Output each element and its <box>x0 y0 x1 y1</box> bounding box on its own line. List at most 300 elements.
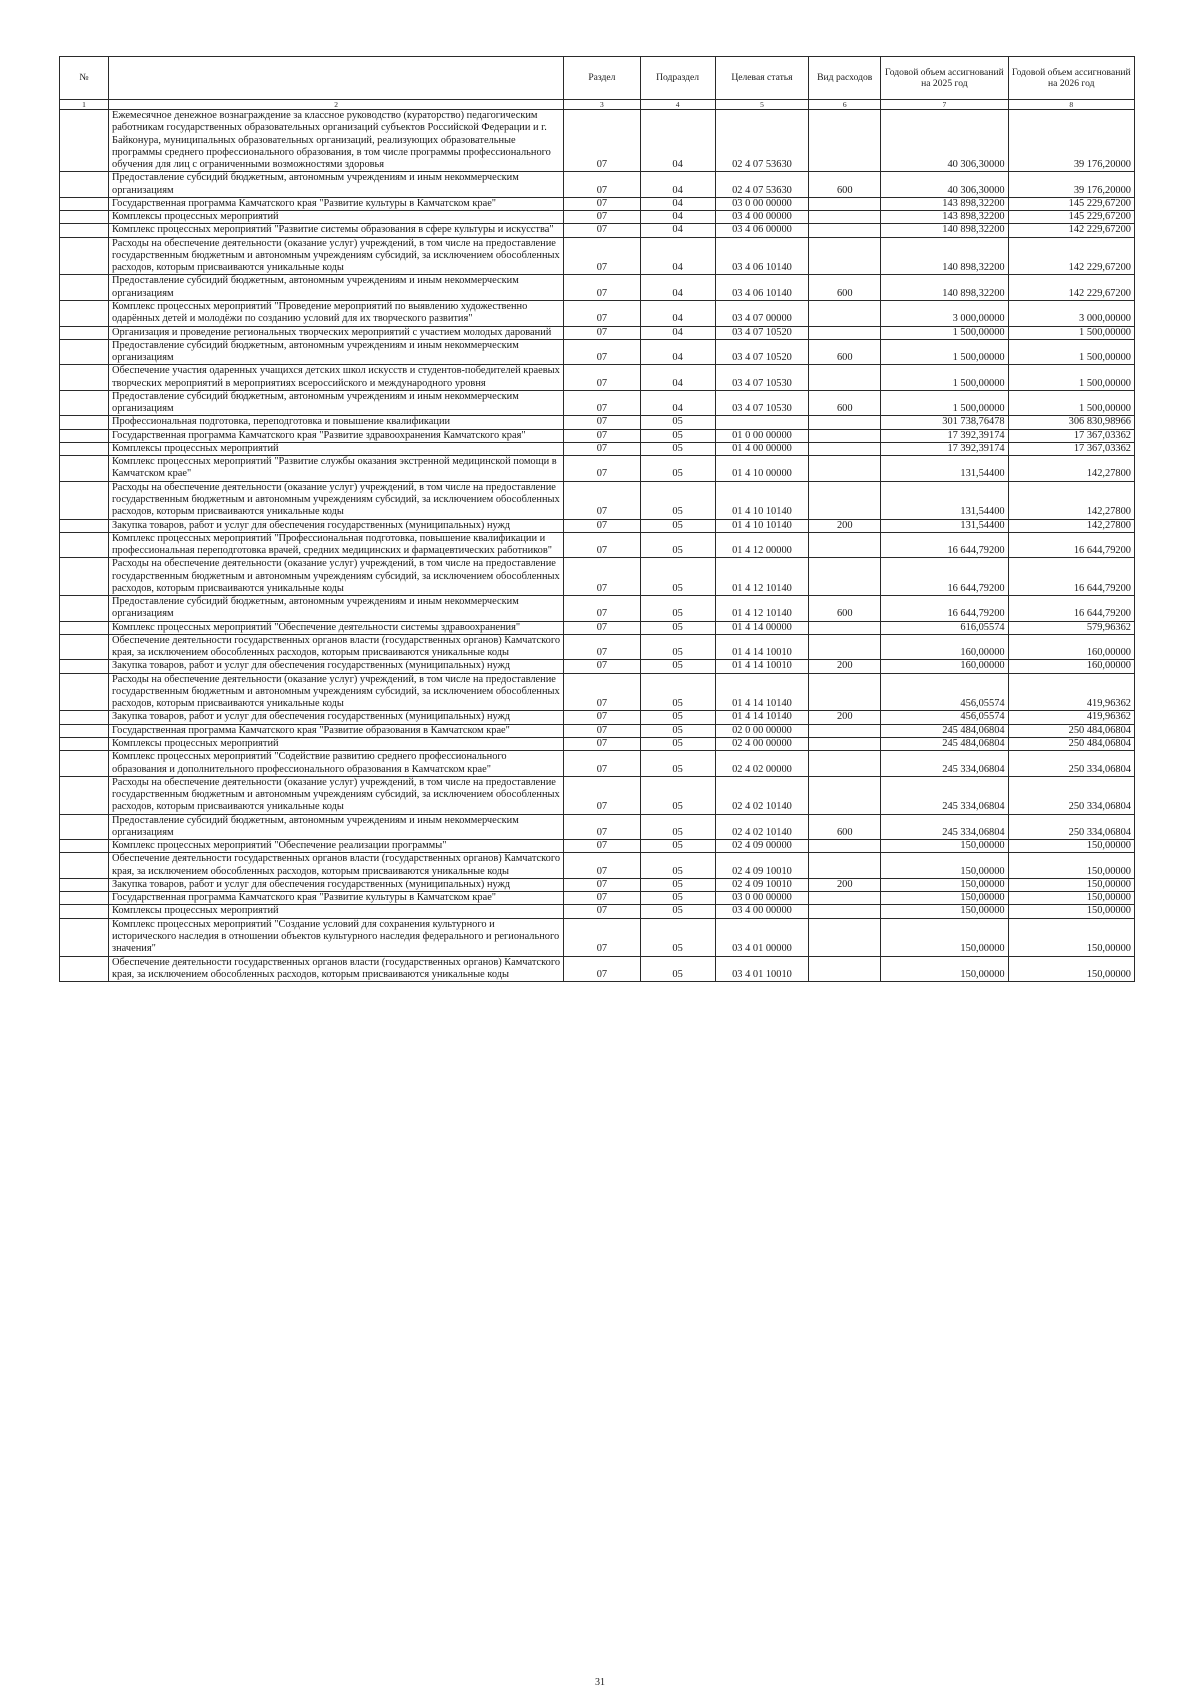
target-code-cell: 03 4 06 10140 <box>715 237 809 275</box>
row-name-cell: Комплекс процессных мероприятий "Профессиональная подготовка, повышение квалификации и профессиональная переподготовка врачей, средних медицинских и фармацевтических работников" <box>109 532 564 558</box>
target-code-cell: 01 4 12 10140 <box>715 558 809 596</box>
expense-type-cell <box>809 326 881 339</box>
target-code-cell: 02 4 02 10140 <box>715 814 809 840</box>
section-cell: 07 <box>564 956 640 982</box>
subsection-cell: 04 <box>640 339 715 365</box>
target-code-cell: 02 4 07 53630 <box>715 172 809 198</box>
row-name-cell: Обеспечение деятельности государственных органов власти (государственных органов) Камчатского края, за исключением обособленных расходов, которым присваиваются уникальные коды <box>109 956 564 982</box>
row-number-cell <box>60 365 109 391</box>
amount-2026-cell: 250 484,06804 <box>1008 724 1134 737</box>
expense-type-cell <box>809 300 881 326</box>
target-code-cell: 02 4 09 00000 <box>715 840 809 853</box>
amount-2025-cell: 17 392,39174 <box>881 442 1008 455</box>
amount-2026-cell: 150,00000 <box>1008 905 1134 918</box>
col-index: 3 <box>564 100 640 110</box>
amount-2025-cell: 245 334,06804 <box>881 751 1008 777</box>
row-number-cell <box>60 724 109 737</box>
row-number-cell <box>60 275 109 301</box>
section-cell: 07 <box>564 905 640 918</box>
section-cell: 07 <box>564 339 640 365</box>
section-cell: 07 <box>564 416 640 429</box>
subsection-cell: 05 <box>640 442 715 455</box>
table-row <box>60 326 1135 339</box>
row-number-cell <box>60 481 109 519</box>
row-number-cell <box>60 390 109 416</box>
section-cell: 07 <box>564 840 640 853</box>
section-cell: 07 <box>564 673 640 711</box>
row-number-cell <box>60 840 109 853</box>
row-name-cell: Комплекс процессных мероприятий "Развитие системы образования в сфере культуры и искусства" <box>109 224 564 237</box>
amount-2026-cell: 150,00000 <box>1008 918 1134 956</box>
row-number-cell <box>60 596 109 622</box>
subsection-cell: 05 <box>640 840 715 853</box>
amount-2025-cell: 456,05574 <box>881 673 1008 711</box>
target-code-cell: 03 4 07 00000 <box>715 300 809 326</box>
row-name-cell: Предоставление субсидий бюджетным, автономным учреждениям и иным некоммерческим организациям <box>109 814 564 840</box>
expense-type-cell <box>809 224 881 237</box>
expense-type-cell <box>809 621 881 634</box>
amount-2026-cell: 250 334,06804 <box>1008 814 1134 840</box>
table-row <box>60 776 1135 814</box>
target-code-cell: 03 0 00 00000 <box>715 892 809 905</box>
subsection-cell: 05 <box>640 878 715 891</box>
section-cell: 07 <box>564 918 640 956</box>
target-code-cell: 03 4 00 00000 <box>715 905 809 918</box>
section-cell: 07 <box>564 442 640 455</box>
header-row <box>60 57 1135 100</box>
table-row <box>60 481 1135 519</box>
target-code-cell <box>715 416 809 429</box>
row-number-cell <box>60 892 109 905</box>
row-name-cell: Расходы на обеспечение деятельности (оказание услуг) учреждений, в том числе на предоставление государственным бюджетным и автономным учреждениям субсидий, за исключением обособленных расходов, которым присваиваются уникальные коды <box>109 481 564 519</box>
col-header-subsection: Подраздел <box>640 57 715 100</box>
row-name-cell: Закупка товаров, работ и услуг для обеспечения государственных (муниципальных) нужд <box>109 878 564 891</box>
amount-2026-cell: 250 484,06804 <box>1008 738 1134 751</box>
table-row <box>60 892 1135 905</box>
row-name-cell: Обеспечение участия одаренных учащихся детских школ искусств и студентов-победителей краевых творческих мероприятий в мероприятиях всероссийского и международного уровня <box>109 365 564 391</box>
amount-2026-cell: 306 830,98966 <box>1008 416 1134 429</box>
row-name-cell: Комплексы процессных мероприятий <box>109 211 564 224</box>
subsection-cell: 05 <box>640 621 715 634</box>
section-cell: 07 <box>564 776 640 814</box>
amount-2025-cell: 143 898,32200 <box>881 197 1008 210</box>
table-row <box>60 814 1135 840</box>
section-cell: 07 <box>564 724 640 737</box>
subsection-cell: 04 <box>640 365 715 391</box>
amount-2026-cell: 250 334,06804 <box>1008 751 1134 777</box>
section-cell: 07 <box>564 429 640 442</box>
amount-2026-cell: 142 229,67200 <box>1008 237 1134 275</box>
row-number-cell <box>60 660 109 673</box>
row-name-cell: Комплексы процессных мероприятий <box>109 738 564 751</box>
section-cell: 07 <box>564 224 640 237</box>
target-code-cell: 02 0 00 00000 <box>715 724 809 737</box>
row-name-cell: Государственная программа Камчатского края "Развитие культуры в Камчатском крае" <box>109 892 564 905</box>
amount-2025-cell: 245 334,06804 <box>881 776 1008 814</box>
table-row <box>60 596 1135 622</box>
table-row <box>60 724 1135 737</box>
target-code-cell: 01 4 10 10140 <box>715 519 809 532</box>
table-row <box>60 878 1135 891</box>
row-name-cell: Расходы на обеспечение деятельности (оказание услуг) учреждений, в том числе на предоставление государственным бюджетным и автономным учреждениям субсидий, за исключением обособленных расходов, которым присваиваются уникальные коды <box>109 558 564 596</box>
table-row <box>60 660 1135 673</box>
row-name-cell: Комплекс процессных мероприятий "Развитие службы оказания экстренной медицинской помощи в Камчатском крае" <box>109 456 564 482</box>
row-number-cell <box>60 621 109 634</box>
target-code-cell: 03 4 00 00000 <box>715 211 809 224</box>
expense-type-cell <box>809 634 881 660</box>
amount-2025-cell: 140 898,32200 <box>881 237 1008 275</box>
amount-2026-cell: 250 334,06804 <box>1008 776 1134 814</box>
amount-2026-cell: 145 229,67200 <box>1008 211 1134 224</box>
row-name-cell: Профессиональная подготовка, переподготовка и повышение квалификации <box>109 416 564 429</box>
amount-2025-cell: 150,00000 <box>881 853 1008 879</box>
subsection-cell: 05 <box>640 596 715 622</box>
section-cell: 07 <box>564 738 640 751</box>
table-row <box>60 519 1135 532</box>
amount-2025-cell: 616,05574 <box>881 621 1008 634</box>
table-row <box>60 532 1135 558</box>
section-cell: 07 <box>564 172 640 198</box>
table-row <box>60 634 1135 660</box>
section-cell: 07 <box>564 558 640 596</box>
expense-type-cell: 600 <box>809 339 881 365</box>
expense-type-cell: 600 <box>809 596 881 622</box>
amount-2026-cell: 1 500,00000 <box>1008 339 1134 365</box>
table-row <box>60 738 1135 751</box>
table-row <box>60 339 1135 365</box>
amount-2025-cell: 160,00000 <box>881 660 1008 673</box>
amount-2025-cell: 1 500,00000 <box>881 365 1008 391</box>
col-index: 6 <box>809 100 881 110</box>
subsection-cell: 04 <box>640 300 715 326</box>
section-cell: 07 <box>564 814 640 840</box>
expense-type-cell <box>809 673 881 711</box>
row-number-cell <box>60 339 109 365</box>
row-number-cell <box>60 429 109 442</box>
expense-type-cell <box>809 956 881 982</box>
table-row <box>60 416 1135 429</box>
amount-2026-cell: 150,00000 <box>1008 892 1134 905</box>
row-name-cell: Закупка товаров, работ и услуг для обеспечения государственных (муниципальных) нужд <box>109 519 564 532</box>
subsection-cell: 04 <box>640 110 715 172</box>
row-number-cell <box>60 519 109 532</box>
row-name-cell: Комплексы процессных мероприятий <box>109 442 564 455</box>
subsection-cell: 05 <box>640 660 715 673</box>
expense-type-cell <box>809 456 881 482</box>
row-number-cell <box>60 634 109 660</box>
row-number-cell <box>60 956 109 982</box>
amount-2025-cell: 1 500,00000 <box>881 390 1008 416</box>
subsection-cell: 05 <box>640 776 715 814</box>
amount-2026-cell: 419,96362 <box>1008 673 1134 711</box>
row-name-cell: Государственная программа Камчатского края "Развитие здравоохранения Камчатского края" <box>109 429 564 442</box>
subsection-cell: 05 <box>640 711 715 724</box>
amount-2025-cell: 140 898,32200 <box>881 275 1008 301</box>
amount-2025-cell: 245 484,06804 <box>881 738 1008 751</box>
amount-2026-cell: 142,27800 <box>1008 456 1134 482</box>
target-code-cell: 01 4 14 00000 <box>715 621 809 634</box>
table-row <box>60 621 1135 634</box>
page-number: 31 <box>595 1677 605 1688</box>
table-row <box>60 673 1135 711</box>
section-cell: 07 <box>564 621 640 634</box>
subsection-cell: 05 <box>640 558 715 596</box>
row-name-cell: Комплекс процессных мероприятий "Обеспечение деятельности системы здравоохранения" <box>109 621 564 634</box>
amount-2026-cell: 419,96362 <box>1008 711 1134 724</box>
expense-type-cell <box>809 197 881 210</box>
table-row <box>60 110 1135 172</box>
subsection-cell: 04 <box>640 326 715 339</box>
table-row <box>60 429 1135 442</box>
target-code-cell: 02 4 09 10010 <box>715 878 809 891</box>
amount-2025-cell: 131,54400 <box>881 519 1008 532</box>
subsection-cell: 04 <box>640 237 715 275</box>
subsection-cell: 04 <box>640 224 715 237</box>
table-row <box>60 918 1135 956</box>
subsection-cell: 05 <box>640 751 715 777</box>
section-cell: 07 <box>564 390 640 416</box>
table-row <box>60 172 1135 198</box>
expense-type-cell <box>809 532 881 558</box>
section-cell: 07 <box>564 456 640 482</box>
row-name-cell: Комплекс процессных мероприятий "Обеспечение реализации программы" <box>109 840 564 853</box>
section-cell: 07 <box>564 300 640 326</box>
row-name-cell: Государственная программа Камчатского края "Развитие культуры в Камчатском крае" <box>109 197 564 210</box>
subsection-cell: 05 <box>640 724 715 737</box>
col-header-2026: Годовой объем ассигнований на 2026 год <box>1008 57 1134 100</box>
row-name-cell: Предоставление субсидий бюджетным, автономным учреждениям и иным некоммерческим организациям <box>109 275 564 301</box>
row-name-cell: Комплекс процессных мероприятий "Содействие развитию среднего профессионального образования и дополнительного профессионального образования в Камчатском крае" <box>109 751 564 777</box>
row-number-cell <box>60 110 109 172</box>
table-row <box>60 751 1135 777</box>
target-code-cell: 01 4 12 00000 <box>715 532 809 558</box>
target-code-cell: 03 4 07 10520 <box>715 339 809 365</box>
expense-type-cell: 600 <box>809 172 881 198</box>
target-code-cell: 01 4 14 10140 <box>715 711 809 724</box>
row-name-cell: Обеспечение деятельности государственных органов власти (государственных органов) Камчатского края, за исключением обособленных расходов, которым присваиваются уникальные коды <box>109 634 564 660</box>
amount-2026-cell: 17 367,03362 <box>1008 442 1134 455</box>
amount-2026-cell: 142 229,67200 <box>1008 224 1134 237</box>
table-row <box>60 211 1135 224</box>
subsection-cell: 05 <box>640 738 715 751</box>
row-number-cell <box>60 456 109 482</box>
subsection-cell: 04 <box>640 197 715 210</box>
section-cell: 07 <box>564 519 640 532</box>
amount-2025-cell: 150,00000 <box>881 878 1008 891</box>
section-cell: 07 <box>564 878 640 891</box>
row-name-cell: Государственная программа Камчатского края "Развитие образования в Камчатском крае" <box>109 724 564 737</box>
amount-2025-cell: 1 500,00000 <box>881 339 1008 365</box>
col-index: 5 <box>715 100 809 110</box>
table-row <box>60 442 1135 455</box>
row-name-cell: Обеспечение деятельности государственных органов власти (государственных органов) Камчатского края, за исключением обособленных расходов, которым присваиваются уникальные коды <box>109 853 564 879</box>
expense-type-cell: 600 <box>809 390 881 416</box>
table-row <box>60 956 1135 982</box>
target-code-cell: 03 4 07 10530 <box>715 390 809 416</box>
row-number-cell <box>60 776 109 814</box>
expense-type-cell <box>809 558 881 596</box>
expense-type-cell: 600 <box>809 814 881 840</box>
row-name-cell: Расходы на обеспечение деятельности (оказание услуг) учреждений, в том числе на предоставление государственным бюджетным и автономным учреждениям субсидий, за исключением обособленных расходов, которым присваиваются уникальные коды <box>109 673 564 711</box>
amount-2026-cell: 145 229,67200 <box>1008 197 1134 210</box>
table-row <box>60 456 1135 482</box>
expense-type-cell <box>809 751 881 777</box>
subsection-cell: 05 <box>640 532 715 558</box>
amount-2025-cell: 143 898,32200 <box>881 211 1008 224</box>
amount-2025-cell: 301 738,76478 <box>881 416 1008 429</box>
expense-type-cell <box>809 853 881 879</box>
row-number-cell <box>60 853 109 879</box>
expense-type-cell <box>809 738 881 751</box>
section-cell: 07 <box>564 634 640 660</box>
section-cell: 07 <box>564 326 640 339</box>
table-body <box>60 110 1135 982</box>
section-cell: 07 <box>564 892 640 905</box>
subsection-cell: 05 <box>640 918 715 956</box>
col-index: 8 <box>1008 100 1134 110</box>
subsection-cell: 05 <box>640 673 715 711</box>
table-row <box>60 390 1135 416</box>
amount-2025-cell: 456,05574 <box>881 711 1008 724</box>
section-cell: 07 <box>564 751 640 777</box>
target-code-cell: 02 4 00 00000 <box>715 738 809 751</box>
amount-2025-cell: 150,00000 <box>881 956 1008 982</box>
amount-2025-cell: 140 898,32200 <box>881 224 1008 237</box>
target-code-cell: 01 4 14 10010 <box>715 660 809 673</box>
target-code-cell: 01 0 00 00000 <box>715 429 809 442</box>
row-number-cell <box>60 197 109 210</box>
section-cell: 07 <box>564 853 640 879</box>
expense-type-cell <box>809 211 881 224</box>
expense-type-cell: 600 <box>809 275 881 301</box>
expense-type-cell <box>809 724 881 737</box>
amount-2026-cell: 1 500,00000 <box>1008 365 1134 391</box>
row-name-cell: Комплексы процессных мероприятий <box>109 905 564 918</box>
amount-2026-cell: 16 644,79200 <box>1008 558 1134 596</box>
expense-type-cell <box>809 237 881 275</box>
target-code-cell: 01 4 10 10140 <box>715 481 809 519</box>
col-header-target: Целевая статья <box>715 57 809 100</box>
subsection-cell: 05 <box>640 905 715 918</box>
section-cell: 07 <box>564 481 640 519</box>
amount-2025-cell: 131,54400 <box>881 456 1008 482</box>
subsection-cell: 05 <box>640 519 715 532</box>
amount-2025-cell: 160,00000 <box>881 634 1008 660</box>
section-cell: 07 <box>564 237 640 275</box>
amount-2025-cell: 245 334,06804 <box>881 814 1008 840</box>
amount-2026-cell: 160,00000 <box>1008 634 1134 660</box>
expense-type-cell <box>809 840 881 853</box>
amount-2026-cell: 150,00000 <box>1008 956 1134 982</box>
amount-2026-cell: 142 229,67200 <box>1008 275 1134 301</box>
amount-2025-cell: 16 644,79200 <box>881 558 1008 596</box>
expense-type-cell: 200 <box>809 519 881 532</box>
row-name-cell: Предоставление субсидий бюджетным, автономным учреждениям и иным некоммерческим организациям <box>109 390 564 416</box>
amount-2026-cell: 142,27800 <box>1008 481 1134 519</box>
row-number-cell <box>60 814 109 840</box>
amount-2025-cell: 1 500,00000 <box>881 326 1008 339</box>
section-cell: 07 <box>564 110 640 172</box>
row-number-cell <box>60 532 109 558</box>
row-name-cell: Комплекс процессных мероприятий "Создание условий для сохранения культурного и исторического наследия в отношении объектов культурного наследия федерального и регионального значения" <box>109 918 564 956</box>
expense-type-cell <box>809 429 881 442</box>
row-number-cell <box>60 442 109 455</box>
amount-2026-cell: 16 644,79200 <box>1008 532 1134 558</box>
subsection-cell: 05 <box>640 814 715 840</box>
section-cell: 07 <box>564 532 640 558</box>
expense-type-cell: 200 <box>809 660 881 673</box>
amount-2025-cell: 40 306,30000 <box>881 110 1008 172</box>
expense-type-cell: 200 <box>809 878 881 891</box>
expense-type-cell <box>809 365 881 391</box>
expense-type-cell <box>809 776 881 814</box>
row-number-cell <box>60 751 109 777</box>
header-index-row <box>60 100 1135 110</box>
expense-type-cell <box>809 481 881 519</box>
amount-2025-cell: 150,00000 <box>881 905 1008 918</box>
row-name-cell: Комплекс процессных мероприятий "Проведение мероприятий по выявлению художественно одарённых детей и молодёжи по созданию условий для их творческого развития" <box>109 300 564 326</box>
subsection-cell: 05 <box>640 956 715 982</box>
subsection-cell: 05 <box>640 853 715 879</box>
row-number-cell <box>60 224 109 237</box>
expense-type-cell <box>809 905 881 918</box>
amount-2026-cell: 150,00000 <box>1008 853 1134 879</box>
target-code-cell: 01 4 14 10140 <box>715 673 809 711</box>
row-number-cell <box>60 416 109 429</box>
row-name-cell: Закупка товаров, работ и услуг для обеспечения государственных (муниципальных) нужд <box>109 660 564 673</box>
section-cell: 07 <box>564 660 640 673</box>
subsection-cell: 05 <box>640 892 715 905</box>
amount-2025-cell: 40 306,30000 <box>881 172 1008 198</box>
amount-2025-cell: 3 000,00000 <box>881 300 1008 326</box>
section-cell: 07 <box>564 211 640 224</box>
subsection-cell: 05 <box>640 456 715 482</box>
expense-type-cell: 200 <box>809 711 881 724</box>
col-index: 7 <box>881 100 1008 110</box>
amount-2025-cell: 131,54400 <box>881 481 1008 519</box>
table-row <box>60 558 1135 596</box>
target-code-cell: 03 4 07 10530 <box>715 365 809 391</box>
amount-2026-cell: 160,00000 <box>1008 660 1134 673</box>
table-row <box>60 711 1135 724</box>
col-header-section: Раздел <box>564 57 640 100</box>
amount-2026-cell: 150,00000 <box>1008 840 1134 853</box>
table-row <box>60 300 1135 326</box>
row-name-cell: Закупка товаров, работ и услуг для обеспечения государственных (муниципальных) нужд <box>109 711 564 724</box>
col-header-num: № <box>60 57 109 100</box>
row-number-cell <box>60 878 109 891</box>
amount-2025-cell: 17 392,39174 <box>881 429 1008 442</box>
amount-2026-cell: 1 500,00000 <box>1008 326 1134 339</box>
table-row <box>60 237 1135 275</box>
col-header-2025: Годовой объем ассигнований на 2025 год <box>881 57 1008 100</box>
col-header-name <box>109 57 564 100</box>
table-row <box>60 365 1135 391</box>
subsection-cell: 04 <box>640 211 715 224</box>
row-number-cell <box>60 905 109 918</box>
target-code-cell: 03 0 00 00000 <box>715 197 809 210</box>
row-name-cell: Предоставление субсидий бюджетным, автономным учреждениям и иным некоммерческим организациям <box>109 339 564 365</box>
col-index: 1 <box>60 100 109 110</box>
row-number-cell <box>60 918 109 956</box>
expense-type-cell <box>809 918 881 956</box>
amount-2026-cell: 17 367,03362 <box>1008 429 1134 442</box>
row-number-cell <box>60 172 109 198</box>
target-code-cell: 02 4 02 00000 <box>715 751 809 777</box>
row-number-cell <box>60 673 109 711</box>
amount-2026-cell: 39 176,20000 <box>1008 172 1134 198</box>
budget-table <box>59 56 1135 982</box>
